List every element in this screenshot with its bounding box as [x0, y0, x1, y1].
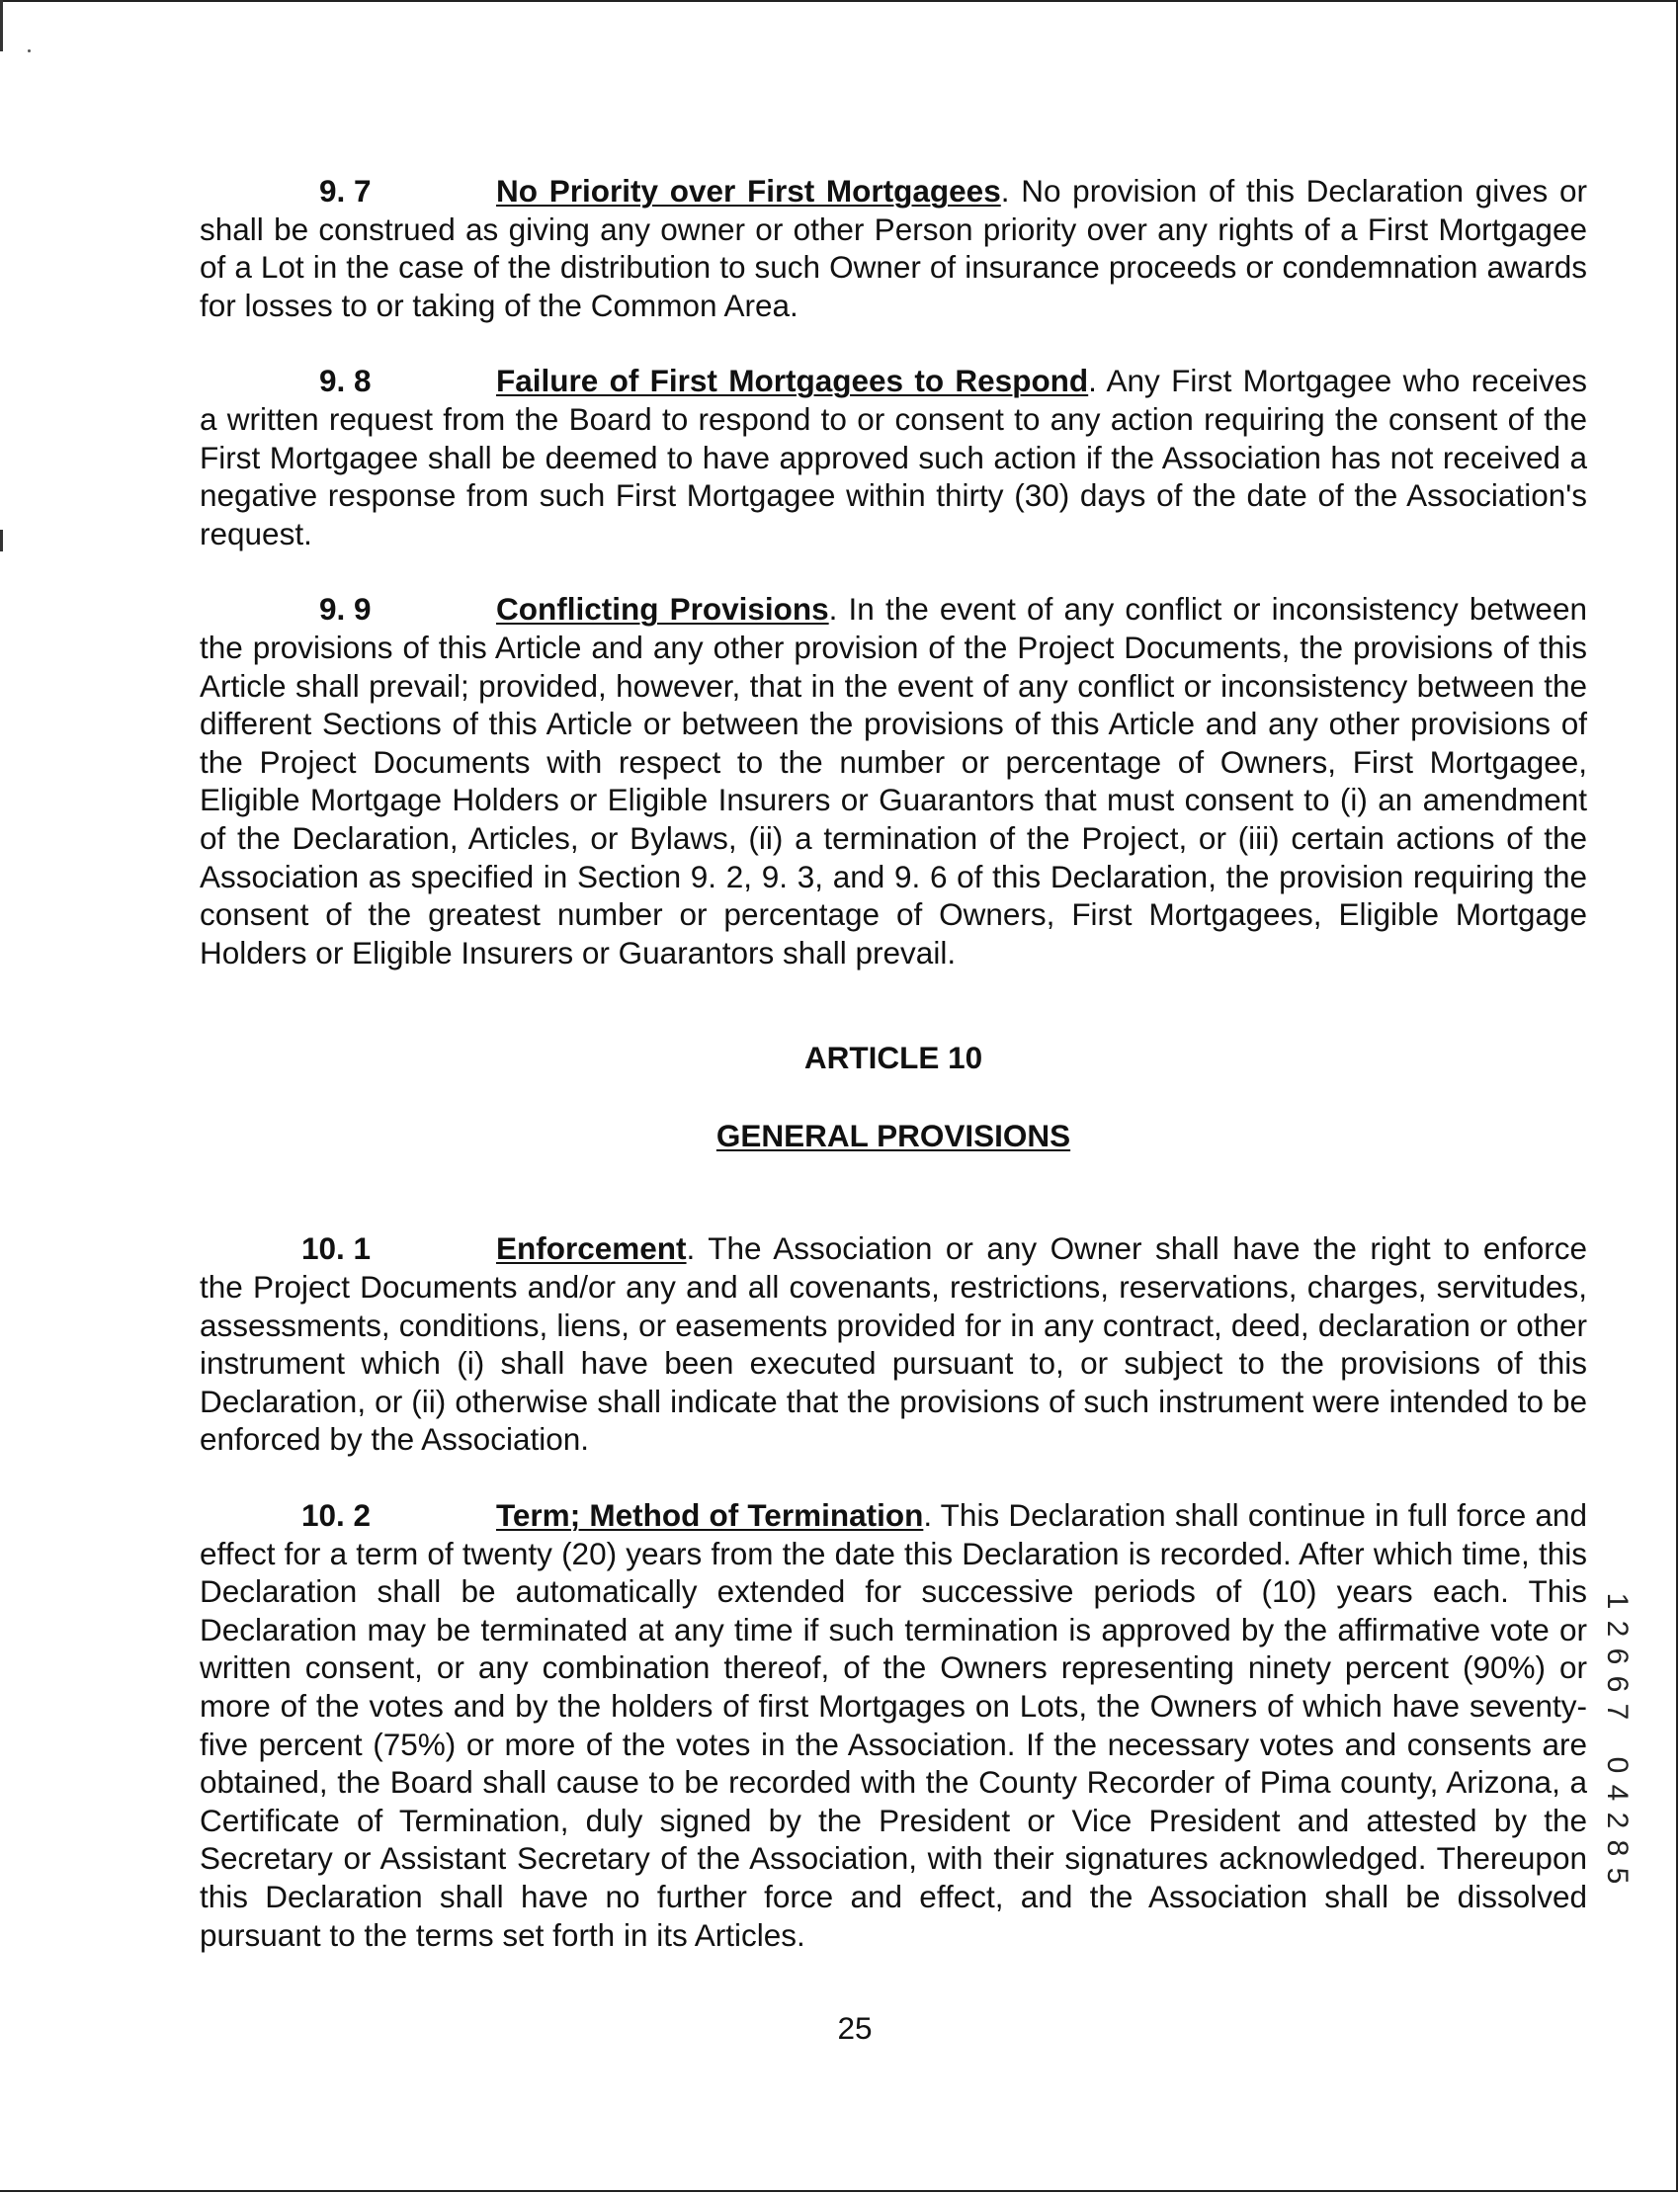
section-number: 9. 7 [319, 173, 372, 209]
stamp-digit: 8 [1601, 1839, 1634, 1857]
section-number: 9. 9 [319, 591, 372, 628]
document-body [200, 172, 1587, 1954]
section-9-7 [200, 172, 1587, 324]
section-9-8 [200, 362, 1587, 552]
scan-speck [28, 49, 31, 52]
section-title: No Priority over First Mortgagees [496, 173, 1001, 209]
stamp-digit: 6 [1601, 1647, 1634, 1665]
stamp-digit: 7 [1601, 1703, 1634, 1721]
section-text: . This Declaration shall continue in full force and effect for a term of twenty (20) years from the date this Declaration is recorded. After which time, this Declaration shall be automatically extended for successive periods of (10) years each. This Declaration may be terminated at any time if such termination is approved by the affirmative vote or written consent, or any combination thereof, of the Owners representing ninety percent (90%) or more of the votes and by the holders of first Mortgages on Lots, the Owners of which have seventy-five percent (75%) or more of the votes in the Association. If the necessary votes and consents are obtained, the Board shall cause to be recorded with the County Recorder of Pima county, Arizona, a Certificate of Termination, duly signed by the President or Vice President and attested by the Secretary or Assistant Secretary of the Association, with their signatures acknowledged. Thereupon this Declaration shall have no further force and effect, and the Association shall be dissolved pursuant to the terms set forth in its Articles. [200, 1497, 1587, 1953]
stamp-digit: 5 [1601, 1867, 1634, 1885]
stamp-digit: 0 [1601, 1756, 1634, 1774]
page-number: 25 [837, 2010, 873, 2046]
section-number: 9. 8 [319, 363, 372, 399]
section-number: 10. 1 [301, 1230, 372, 1267]
section-10-1 [200, 1229, 1587, 1459]
section-text: . The Association or any Owner shall have the right to enforce the Project Documents and/or any and all covenants, restrictions, reservations, charges, servitudes, assessments, conditions, liens, or easements provided for in any contract, deed, declaration or other instrument which (i) shall have been executed pursuant to, or subject to the provisions of this Declaration, or (ii) otherwise shall indicate that the provisions of such instrument were intended to be enforced by the Association. [200, 1230, 1587, 1458]
section-10-2 [200, 1496, 1587, 1954]
section-title: Term; Method of Termination [496, 1497, 924, 1534]
stamp-digit: 6 [1601, 1675, 1634, 1693]
stamp-digit: 1 [1601, 1592, 1634, 1610]
section-title: Conflicting Provisions [496, 591, 829, 628]
section-title: Failure of First Mortgagees to Respond [496, 363, 1089, 399]
section-text: . No provision of this Declaration gives or shall be construed as giving any owner or other Person priority over any rights of a First Mortgagee of a Lot in the case of the distribution to such Owner of insurance proceeds or condemnation awards for losses to or taking of the Common Area. [200, 173, 1587, 323]
scan-edge-mark [0, 530, 3, 551]
stamp-digit: 2 [1601, 1812, 1634, 1829]
scan-edge-mark [0, 0, 3, 51]
stamp-digit: 2 [1601, 1620, 1634, 1638]
section-number: 10. 2 [301, 1497, 372, 1534]
section-title: Enforcement [496, 1230, 687, 1267]
stamp-digit: 4 [1601, 1784, 1634, 1802]
recording-stamp [1597, 1587, 1637, 1890]
section-text: . Any First Mortgagee who receives a written request from the Board to respond to or consent to any action requiring the consent of the First Mortgagee shall be deemed to have approved such action if the Association has not received a negative response from such First Mortgagee within thirty (30) days of the date of the Association's request. [200, 363, 1587, 551]
article-number: ARTICLE 10 [803, 1040, 983, 1076]
article-title: GENERAL PROVISIONS [715, 1117, 1071, 1153]
section-9-9 [200, 590, 1587, 971]
section-text: . In the event of any conflict or inconsistency between the provisions of this Article and any other provision of the Project Documents, the provisions of this Article shall prevail; provided, however, that in the event of any conflict or inconsistency between the different Sections of this Article or between the provisions of this Article and any other provisions of the Project Documents with respect to the number or percentage of Owners, First Mortgagee, Eligible Mortgage Holders or Eligible Insurers or Guarantors that must consent to (i) an amendment of the Declaration, Articles, or Bylaws, (ii) a termination of the Project, or (iii) certain actions of the Association as specified in Section 9. 2, 9. 3, and 9. 6 of this Declaration, the provision requiring the consent of the greatest number or percentage of Owners, First Mortgagees, Eligible Mortgage Holders or Eligible Insurers or Guarantors shall prevail. [200, 591, 1587, 970]
